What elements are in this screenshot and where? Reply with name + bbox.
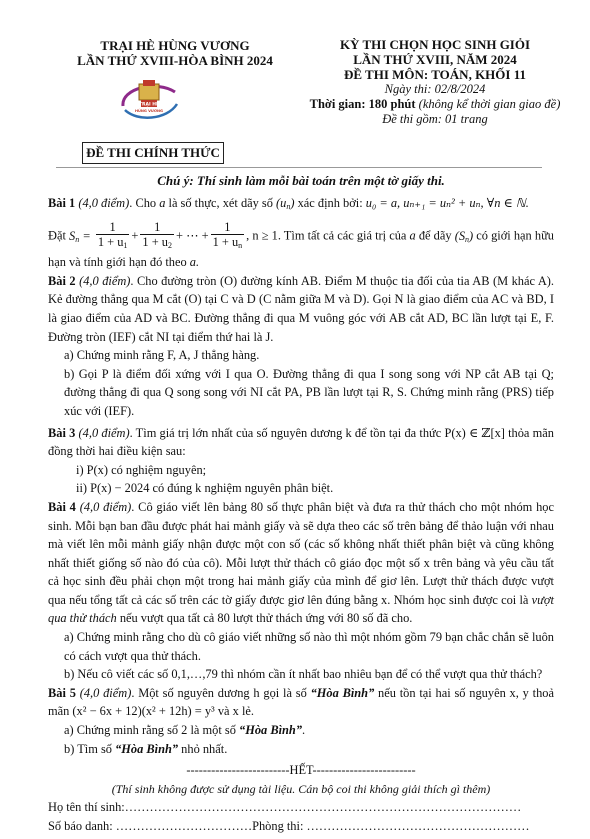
problem-4-body-em: vượt qua thử thách [48,592,554,626]
problem-5-name: “Hòa Bình” [310,685,375,700]
organizer-line-2: LẦN THỨ XVIII-HÒA BÌNH 2024 [77,53,273,68]
problem-2-points: (4,0 điểm) [79,273,131,288]
problem-4b: b) Nếu cô viết các số 0,1,…,79 thì nhóm cần ít nhất bao nhiêu bạn để có thể vượt qua thử thách? [64,667,543,682]
problem-5b [48,740,554,759]
problem-2-title: Bài 2 [48,273,76,288]
problem-1-text-5: để dãy [415,228,455,243]
problem-5 [48,684,554,721]
organizer-header [70,38,280,68]
problem-4-body-1: . Cô giáo viết lên bảng 80 số thực phân biệt và đưa ra thử thách cho một nhóm học sinh. Mỗi bạn ban đầu được phát hai mảnh giấy và sẽ dựa theo các số trên bảng để thảo luận với nhau mà viết lên mỗi mảnh giấy nhận được một con số (các số không nhất thiết phân biệt và cũng không nhất thiết giống số nào đó của cô). Mỗi lượt thử thách cô giáo đọc một số x trên bảng và yêu cầu tất cả học sinh đều phải chọn một trong hai mảnh giấy của mình để giơ lên. Lượt thử thách được vượt qua nếu tổng tất cả các số trên các tờ giấy được giơ lên đúng bằng x. Nhóm học sinh được coi là [48,499,554,607]
exam-time-italic: (không kể thời gian giao đề) [418,97,561,111]
problem-1-text-7: hạn hữu hạn và tính giới hạn đó theo [48,228,554,270]
exam-header [300,37,570,127]
problem-1-title: Bài 1 [48,195,76,210]
problem-4-points: (4,0 điểm) [79,499,132,514]
problem-5-points: (4,0 điểm) [79,685,132,700]
problem-1-text-4: , n ≥ 1. Tìm tất cả các giá trị của [246,228,410,243]
problem-5a-text: a) Chứng minh rằng số 2 là một số [64,723,240,738]
problem-2-body: . Cho đường tròn (O) đường kính AB. Điểm M thuộc tia đối của tia AB (M khác A). Kẻ đường thẳng qua M cắt (O) tại C và D (C nằm giữa M và D). Gọi N là giao điểm của AC và BD, I là giao điểm của AD và BC. Đường thẳng đi qua M vuông góc với AB cắt AD, BC lần lượt tại E, F. Đường tròn (IEF) cắt NI tại điểm thứ hai là J. [48,273,554,344]
problem-1-points: (4,0 điểm) [78,195,130,210]
problem-1-sum: Đặt $S_n$ = $\frac{1}{1 + u_1}$ + $\frac{1}{1 + u_2}$ + ⋯ + $\frac{1}{1 + u_n}$ , n ≥ 1. Tìm tất cả các giá trị của a để dãy $(S_n)$ có giới hạn hữu hạn và tính giới hạn đó theo a. [48,220,554,270]
problem-3-ii: ii) P(x) − 2024 có đúng k nghiệm nguyên phân biệt. [76,481,334,496]
exam-content [48,172,554,836]
problem-1-text-3: xác định bởi: [294,195,366,210]
candidate-name-field: Họ tên thí sinh:…………………………………………………………………………………… [48,800,522,815]
problem-1-text-6: có giới [473,228,511,243]
problem-1-sequence: u₀ = a, uₙ₊₁ = uₙ² + uₙ, ∀n ∈ ℕ. [365,195,529,210]
official-exam-box: ĐỀ THI CHÍNH THỨC [82,142,224,164]
problem-5-text-2: nếu tồn tại hai số nguyên x, y thoả mãn (x² − 6x + 12)(x² + 12h) = y³ và x lẻ. [48,685,554,719]
problem-2a: a) Chứng minh rằng F, A, J thẳng hàng. [64,348,260,363]
problem-4 [48,498,554,628]
problem-5b-end: nhỏ nhất. [178,741,228,756]
problem-3-points: (4,0 điểm) [78,425,130,440]
problem-1-text-1: . Cho [129,195,160,210]
exam-line-2: LẦN THỨ XVIII, NĂM 2024 [353,52,517,67]
problem-2b: b) Gọi P là điểm đối xứng với I qua O. Đường thẳng đi qua I song song với NP cắt AB tại Q; đường thẳng đi qua Q song song với NI cắt PA, PB lần lượt tại R, S. Chứng minh rằng (PRS) tiếp xúc với (IEF). [64,366,554,418]
exam-pages-text: Đề thi gồm: 01 trang [382,112,488,126]
exam-time [300,97,570,112]
instruction-note: (Thí sinh không được sử dụng tài liệu. Cán bộ coi thi không giải thích gì thêm) [111,781,491,796]
problem-5-title: Bài 5 [48,685,76,700]
problem-4-title: Bài 4 [48,499,76,514]
problem-5b-text: b) Tìm số [64,741,116,756]
camp-logo-icon [117,78,181,124]
problem-3-i: i) P(x) có nghiệm nguyên; [76,462,207,477]
end-marker: -------------------------HẾT------------------------- [186,763,416,778]
logo-text-2: HÙNG VƯƠNG [134,109,164,113]
exam-line-3: ĐỀ THI MÔN: TOÁN, KHỐI 11 [343,67,527,82]
exam-line-1: KỲ THI CHỌN HỌC SINH GIỎI [339,37,531,52]
problem-5a [48,721,554,740]
exam-time-bold: Thời gian: 180 phút [309,97,416,111]
problem-3-title: Bài 3 [48,425,76,440]
problem-5-text-1: . Một số nguyên dương h gọi là số [131,685,311,700]
problem-5a-name: “Hòa Bình” [239,723,303,738]
exam-note: Chú ý: Thí sinh làm mỗi bài toán trên một tờ giấy thi. [157,173,445,188]
exam-date-text: Ngày thi: 02/8/2024 [384,82,486,96]
problem-2 [48,272,554,346]
problem-4-body-2: nếu vượt qua tất cả 80 lượt thử thách ứng với 80 số đã cho. [116,611,413,626]
problem-1-text-2: là số thực, xét dãy số [165,195,277,210]
problem-5a-end: . [302,723,306,738]
problem-3 [48,424,554,461]
exam-pages [300,112,570,127]
problem-3-body: . Tìm giá trị lớn nhất của số nguyên dương k để tồn tại đa thức P(x) ∈ ℤ[x] thỏa mãn đồng thời hai điều kiện sau: [48,425,554,459]
candidate-number-field: Số báo danh: ……………………………Phòng thi: ……………………………………………… [48,819,530,833]
logo-text-1: TRẠI HÈ [138,102,160,108]
problem-4a: a) Chứng minh rằng cho dù cô giáo viết những số nào thì một nhóm gồm 79 bạn chắc chắn sẽ luôn có cách vượt qua thử thách. [64,630,554,663]
exam-date [300,82,570,97]
problem-1-dat: Đặt [48,228,70,243]
organizer-line-1: TRẠI HÈ HÙNG VƯƠNG [100,38,250,53]
problem-1: Bài 1 (4,0 điểm). Cho a là số thực, xét dãy số $(u_n)$ xác định bởi: u₀ = a, uₙ₊₁ = uₙ² + uₙ, ∀n ∈ ℕ. [48,195,529,211]
header-divider [56,167,542,168]
problem-5b-name: “Hòa Bình” [115,741,179,756]
